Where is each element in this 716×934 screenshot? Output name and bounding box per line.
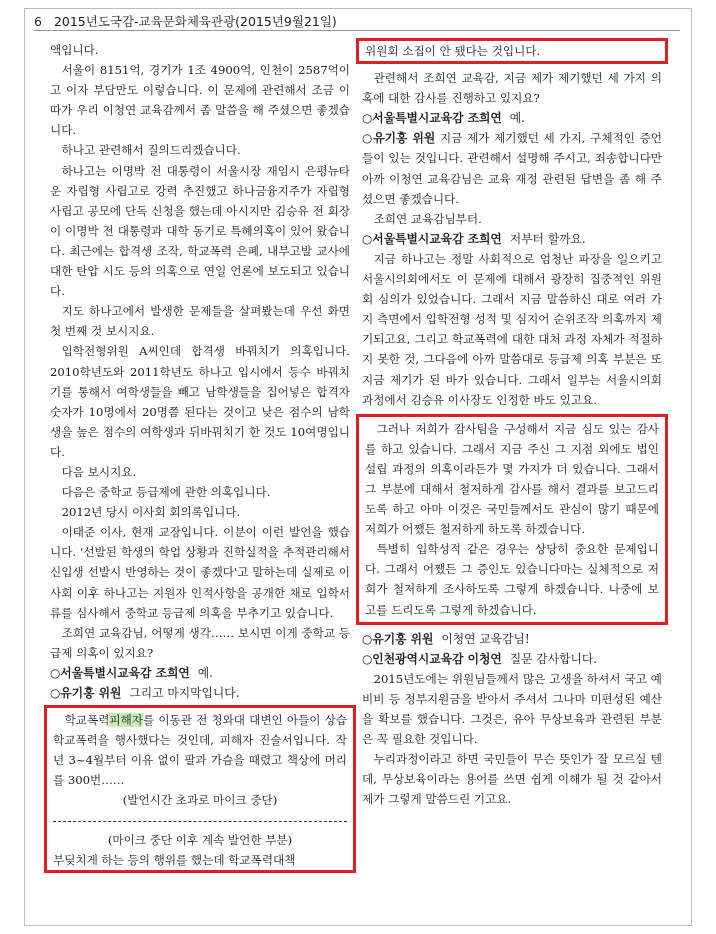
speaker-line — [362, 108, 662, 128]
speaker-name: ○인천광역시교육감 이청연 — [362, 651, 502, 666]
speaker-name: ○서울특별시교육감 조희연 — [362, 111, 502, 126]
stage-note: (발언시간 초과로 마이크 중단) — [122, 793, 278, 808]
highlight-box-audit — [356, 414, 668, 625]
paragraph — [53, 710, 347, 790]
paragraph: 이태준 이사, 현재 교장입니다. 이분이 이런 발언을 했습니다. '선발된 학생의 학업 상황과 진학실적을 추적관리해서 신입생 선발시 반영하는 것이 좋겠다'고 말하는데 실제로 이사회 이후 하나고는 지원자 인적사항을 공개한 채로 입학서류를 심사해서 중학교 등급제 의혹을 부추기고 있습니다. — [50, 525, 350, 620]
speaker-line — [362, 629, 662, 649]
paragraph: 액입니다. — [50, 43, 99, 57]
paragraph: 부딪치게 하는 등의 행위를 했는데 학교폭력대책 — [53, 852, 296, 867]
paragraph: 위원회 소집이 안 됐다는 것입니다. — [365, 44, 541, 58]
stage-note: (마이크 중단 이후 계속 발언한 부분) — [107, 832, 293, 847]
header-title: 2015년도국감-교육문화체육관광(2015년9월21일) — [53, 14, 337, 29]
paragraph: 다음은 중학교 등급제에 관한 의혹입니다. — [61, 485, 271, 500]
paragraph: 2012년 당시 이사회 회의록입니다. — [61, 505, 241, 520]
speaker-text: 질문 감사합니다. — [509, 651, 598, 666]
paragraph: 입학전형위원 A씨인데 합격생 바꿔치기 의혹입니다. 2010학년도와 2011학년도 하나고 입시에서 등수 바꿔치기를 통해서 여학생들을 빼고 남학생들을 집어넣은 합격자 숫자가 10명에서 20명쯤 된다는 것이고 낮은 점수의 남학생을 높은 점수의 여학생과 뒤바꿔치기 한 것도 10여명입니다. — [50, 344, 350, 459]
paragraph: 다음 보시지요. — [61, 464, 137, 479]
speaker-text: 예. — [197, 665, 213, 680]
paragraph: 조희연 교육감님, 어떻게 생각…… 보시면 이게 중학교 등급제 의혹이 있지요? — [50, 625, 350, 660]
left-column — [50, 40, 350, 873]
paragraph: 서울이 8151억, 경기가 1조 4900억, 인천이 2587억이고 이자 부담만도 이렇습니다. 이 문제에 관련해서 조금 이따가 우리 이청연 교육감께서 좀 말씀을 해 주셨으면 좋겠습니다. — [50, 63, 350, 138]
paragraph: 2015년도에는 위원님들께서 많은 고생을 하셔서 국고 예비비 등 정부지원금을 받아서 주셔서 그나마 미편성된 예산을 확보를 했습니다. 그것은, 유아 무상보육과 관련된 부분은 꼭 필요한 것입니다. — [362, 671, 662, 747]
dashed-divider — [53, 821, 347, 822]
speaker-name: ○유기홍 위원 — [362, 631, 434, 646]
highlight-box-committee — [356, 38, 668, 64]
paragraph: 조희연 교육감님부터. — [373, 211, 482, 226]
speaker-text: 저부터 할까요. — [509, 231, 586, 246]
paragraph: 특별히 입학성적 같은 경우는 상당히 중요한 문제입니다. 그래서 어쨌든 그 증인도 있습니다마는 실체적으로 저희가 철저하게 조사하도록 그렇게 하겠습니다. 나중에 보고를 드리도록 그렇게 하겠습니다. — [365, 542, 659, 617]
text-run: 학교폭력 — [64, 713, 110, 728]
speaker-text: 그리고 마지막입니다. — [129, 686, 240, 700]
paragraph: 하나고는 이명박 전 대통령이 서울시장 재임시 은평뉴타운 자립형 사립고로 강력 추진했고 하나금융지주가 자립형 사립고 공모에 단독 신청을 했는데 아시지만 김승유 전 회장이 이명박 전 대통령과 대학 동기로 특혜의혹이 있어 왔습니다. 최근에는 합격생 조작, 학교폭력 은폐, 내부고발 교사에 대한 탄압 시도 등의 의혹으로 연일 언론에 보도되고 있습니다. — [50, 163, 350, 299]
page-number: 6 — [34, 14, 42, 29]
paragraph: 누리과정이라고 하면 국민들이 무슨 뜻인가 잘 모르실 텐데, 무상보육이라는 용어를 쓰면 쉽게 이해가 될 것 같아서 제가 그렇게 말씀드린 기고요. — [362, 752, 662, 807]
paragraph: 하나고 관련해서 질의드리겠습니다. — [61, 143, 241, 158]
paragraph: 지도 하나고에서 발생한 문제들을 살펴봤는데 우선 화면 첫 번째 것 보시지요. — [50, 304, 350, 339]
speaker-line — [50, 663, 350, 683]
right-column — [362, 40, 662, 809]
paragraph: 지금 하나고는 정말 사회적으로 엄청난 파장을 일으키고 서울시의회에서도 이 문제에 대해서 광장히 집중적인 위원회 심의가 있었습니다. 그래서 지금 말씀하신 대로 여러 가지 측면에서 입학전형 성적 및 심지어 순위조작 의혹까지 제기되고요, 그리고 학교폭력에 대한 대처 과정 자체가 적절하지 못한 것, 그다음에 아까 말씀대로 등급제 의혹 부분은 또 지금 제기가 된 바가 있습니다. 그래서 일부는 서울시의회 과정에서 김승유 이사장도 인정한 바도 있고요. — [362, 251, 662, 407]
highlight-box-school-violence — [44, 705, 356, 873]
speaker-name: ○서울특별시교육감 조희연 — [362, 231, 502, 246]
speaker-text: 지금 제가 제기했던 세 가지, 구체적인 증언들이 있는 것입니다. 관련해서 설명해 주시고, 죄송합니다만 아까 이청연 교육감님은 교육 재정 관련된 답변을 좀 해 주셨으면 좋겠습니다. — [362, 131, 662, 206]
highlighted-word: 피해자 — [109, 713, 144, 728]
speaker-name: ○유기홍 위원 — [362, 131, 436, 146]
speaker-line — [362, 229, 662, 249]
speaker-paragraph — [362, 128, 662, 208]
speaker-name: ○서울특별시교육감 조희연 — [50, 665, 190, 680]
speaker-line — [50, 683, 350, 703]
paragraph: 그러나 저희가 감사팀을 구성해서 지금 심도 있는 감사를 하고 있습니다. 그래서 지금 주신 그 지점 외에도 법인설립 과정의 의혹이라든가 몇 가지가 더 있습니다. 그래서 그 부분에 대해서 철저하게 감사를 해서 결과를 보고드리도록 하고 아마 이것은 국민들께서도 관심이 많기 때문에 저희가 어쨌든 철저하게 하도록 하겠습니다. — [365, 421, 659, 537]
paragraph: 관련해서 조희연 교육감, 지금 제가 제기했던 세 가지 의혹에 대한 감사를 진행하고 있지요? — [362, 71, 662, 106]
speaker-text: 예. — [509, 111, 525, 126]
speaker-text: 이청연 교육감님! — [441, 631, 530, 646]
speaker-line — [362, 649, 662, 669]
text-run: 를 이동관 전 청와대 대변인 아들이 상습 학교폭력을 행사했다는 것인데, 피해자 진술서입니다. 작년 3~4월부터 이유 없이 팔과 가슴을 때렸고 책상에 머리를 300번…… — [53, 713, 347, 788]
speaker-name: ○유기홍 위원 — [50, 686, 122, 700]
page-header — [34, 12, 680, 31]
